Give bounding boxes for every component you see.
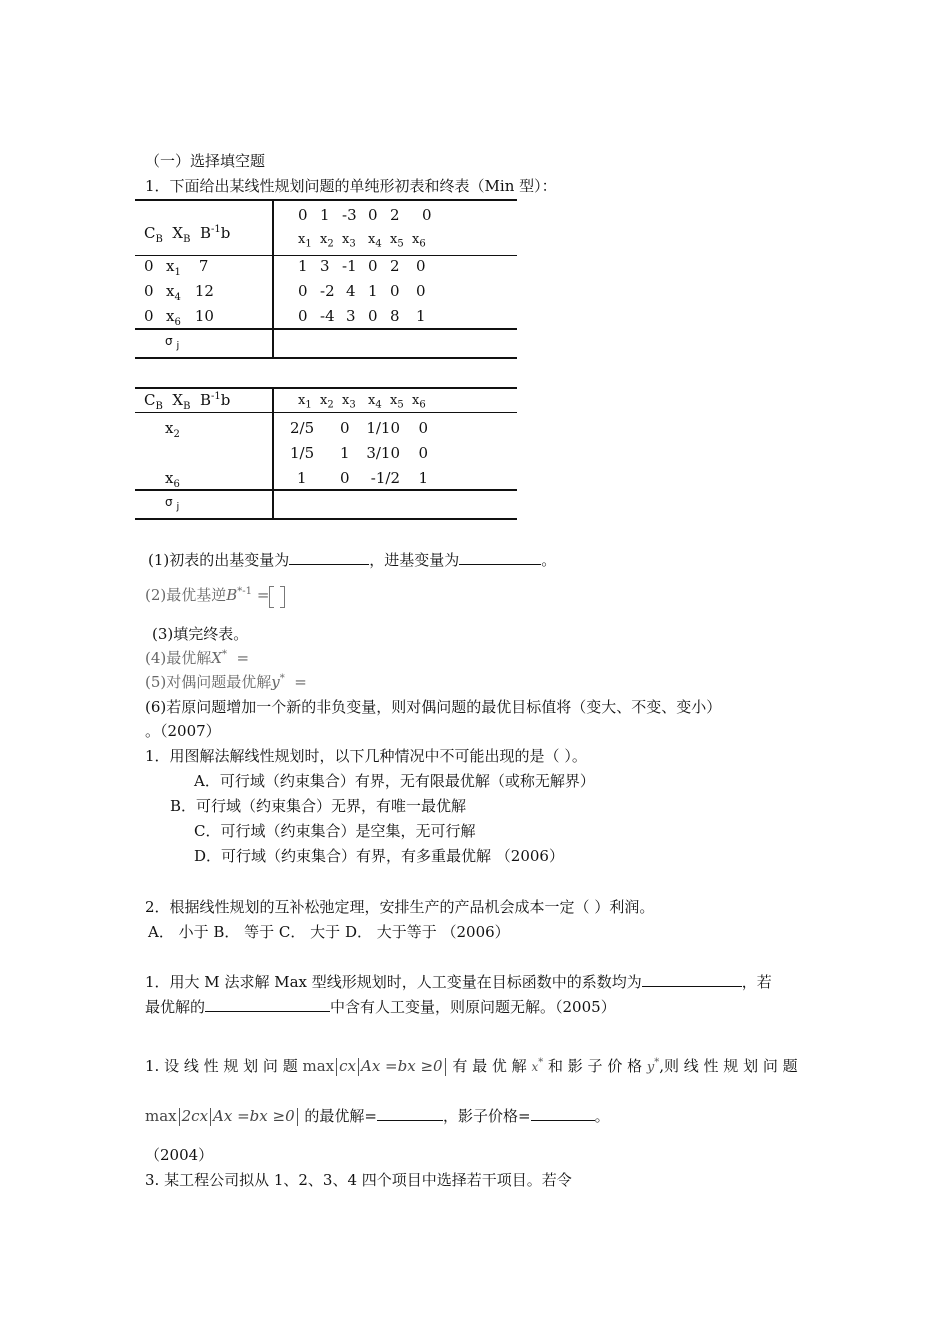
subquestion-5: (5)对偶问题最优解y* =	[145, 673, 307, 691]
xb-sub: B	[183, 234, 191, 245]
cell-value: 1	[368, 282, 378, 300]
binv-label: B	[199, 224, 212, 242]
cell-value: 4	[346, 282, 356, 300]
slackness-options: A． 小于 B． 等于 C． 大于 D． 大于等于 （2006）	[148, 923, 510, 941]
answer-blank[interactable]	[289, 550, 369, 565]
cell-value: 1	[298, 257, 308, 275]
table-row-values	[298, 282, 438, 300]
table-row-values	[298, 307, 438, 325]
variable-header-row: $x_1$ $x_2$ $x_3$ $x_4$ $x_5$ $x_6$	[298, 393, 426, 411]
subquestion-3: (3)填完终表。	[152, 625, 249, 643]
cell-value: 0	[418, 419, 428, 437]
row-cb: 0	[144, 257, 154, 275]
question-1-intro: 1．下面给出某线性规划问题的单纯形初表和终表（Min 型）：	[145, 177, 557, 195]
binv-tail: b	[220, 391, 231, 409]
bigm-question-line1: 1．用大 M 法求解 Max 型线形规划时，人工变量在目标函数中的系数均为 ，若	[145, 973, 772, 991]
cell-value: 2/5	[290, 419, 315, 437]
cell-value: 0	[298, 282, 308, 300]
variable-header-row: $x_1$ $x_2$ $x_3$ $x_4$ $x_5$ $x_6$	[298, 232, 426, 250]
question-3: 3. 某工程公司拟从 1、2、3、4 四个项目中选择若干项目。若令	[145, 1171, 572, 1189]
cell-value: -4	[320, 307, 335, 325]
binv-tail: b	[220, 224, 231, 242]
cb-sub: B	[155, 401, 163, 412]
cell-value: 8	[390, 307, 400, 325]
cell-value: 1/5	[290, 444, 315, 462]
matrix-bracket	[269, 586, 285, 606]
dual-question-line2: max 2cx Ax =bx ≥0 的最优解= ，影子价格= 。	[145, 1107, 610, 1125]
table-rule	[135, 518, 517, 520]
row-xb: $x_6$	[165, 469, 180, 490]
cell-value: -2	[320, 282, 335, 300]
table-row	[144, 282, 214, 304]
cost-value: -3	[342, 206, 357, 224]
cell-value: -1/2	[370, 469, 400, 487]
binv-sup: -1	[211, 224, 221, 235]
subquestion-2: (2)最优基逆$B^{*-1}$ =	[145, 586, 285, 606]
table-rule	[135, 357, 517, 359]
table-rule	[135, 199, 517, 201]
cost-value: 0	[298, 206, 308, 224]
row-xb-sub: 4	[174, 292, 181, 303]
table-row-values	[290, 419, 428, 437]
sigma-label: σ $_j$	[165, 495, 180, 513]
xb-sub: B	[183, 401, 191, 412]
formula-1: max cx Ax =bx ≥0	[302, 1057, 452, 1075]
table-row	[144, 307, 214, 329]
table-row-values	[298, 257, 438, 275]
xb-label: X	[172, 224, 184, 242]
binv-sup: -1	[211, 391, 221, 402]
table-row-values	[297, 469, 428, 487]
row-b: 10	[194, 307, 214, 325]
row-xb: x	[166, 257, 175, 275]
cell-value: 1	[340, 444, 350, 462]
cell-value: 0	[368, 307, 378, 325]
table-divider	[272, 199, 274, 357]
cell-value: 3/10	[366, 444, 400, 462]
option-a: A．可行域（约束集合）有界，无有限最优解（或称无解界）	[194, 772, 595, 790]
subquestion-1: (1)初表的出基变量为 ，进基变量为 。	[148, 551, 557, 569]
option-c: C．可行域（约束集合）是空集，无可行解	[194, 822, 476, 840]
dual-question-line1: 1. 设 线 性 规 划 问 题 max cx Ax =bx ≥0 有 最 优 解 x* 和 影 子 价 格 y*,则 线 性 规 划 问 题	[145, 1057, 798, 1075]
answer-blank[interactable]	[642, 972, 742, 987]
cost-value: 1	[320, 206, 330, 224]
binv-label: B	[199, 391, 212, 409]
cell-value: 3	[346, 307, 356, 325]
row-b: 12	[194, 282, 214, 300]
initial-simplex-table	[135, 199, 517, 359]
cell-value: -1	[342, 257, 357, 275]
table-rule	[135, 489, 517, 491]
table-row-values	[290, 444, 428, 462]
cell-value: 0	[368, 257, 378, 275]
xb-label: X	[172, 391, 184, 409]
cell-value: 0	[340, 419, 350, 437]
cost-value: 0	[368, 206, 378, 224]
table-rule	[135, 387, 517, 389]
cell-value: 1	[418, 469, 428, 487]
section-title: （一）选择填空题	[145, 152, 266, 170]
bigm-question-line2: 最优解的 中含有人工变量，则原问题无解。（2005）	[145, 998, 616, 1016]
table-divider	[272, 387, 274, 518]
sigma-label: σ $_j$	[165, 334, 180, 352]
cell-value: 0	[418, 444, 428, 462]
cell-value: 3	[320, 257, 330, 275]
row-cb: 0	[144, 282, 154, 300]
row-xb-sub: 6	[174, 317, 181, 328]
cell-value: 0	[416, 257, 426, 275]
cell-value: 0	[340, 469, 350, 487]
cb-label: C	[144, 391, 156, 409]
option-d: D．可行域（约束集合）有界，有多重最优解 （2006）	[194, 847, 564, 865]
row-xb: x	[166, 282, 175, 300]
answer-blank[interactable]	[459, 550, 541, 565]
cost-value: 0	[422, 206, 432, 224]
answer-blank[interactable]	[531, 1106, 595, 1121]
table-header-basis	[144, 224, 230, 246]
cost-value: 2	[390, 206, 400, 224]
graph-question-stem: 1．用图解法解线性规划时，以下几种情况中不可能出现的是（ ）。	[145, 747, 587, 765]
cell-value: 2	[390, 257, 400, 275]
row-cb: 0	[144, 307, 154, 325]
cell-value: 1	[416, 307, 426, 325]
final-simplex-table	[135, 387, 517, 522]
row-xb: $x_2$	[165, 419, 180, 440]
row-b: 7	[198, 257, 209, 275]
cell-value: 0	[390, 282, 400, 300]
table-header-basis	[144, 391, 230, 413]
subquestion-4: (4)最优解X* =	[145, 649, 250, 667]
option-b: B．可行域（约束集合）无界，有唯一最优解	[170, 797, 467, 815]
cost-row	[298, 206, 444, 224]
table-rule	[135, 255, 517, 256]
row-xb: x	[166, 307, 175, 325]
formula-2: max 2cx Ax =bx ≥0	[145, 1107, 304, 1125]
cell-value: 0	[416, 282, 426, 300]
slackness-question-stem: 2．根据线性规划的互补松弛定理，安排生产的产品机会成本一定（ ）利润。	[145, 898, 655, 916]
answer-blank[interactable]	[205, 997, 330, 1012]
cell-value: 0	[298, 307, 308, 325]
dual-question-year: （2004）	[145, 1146, 214, 1164]
cell-value: 1/10	[366, 419, 400, 437]
cb-sub: B	[155, 234, 163, 245]
table-row	[144, 257, 208, 279]
row-xb-sub: 1	[174, 267, 181, 278]
subquestion-6-tail: 。（2007）	[145, 722, 221, 740]
subquestion-6: (6)若原问题增加一个新的非负变量，则对偶问题的最优目标值将（变大、不变、变小）	[145, 698, 722, 716]
cell-value: 1	[297, 469, 307, 487]
answer-blank[interactable]	[377, 1106, 443, 1121]
cb-label: C	[144, 224, 156, 242]
